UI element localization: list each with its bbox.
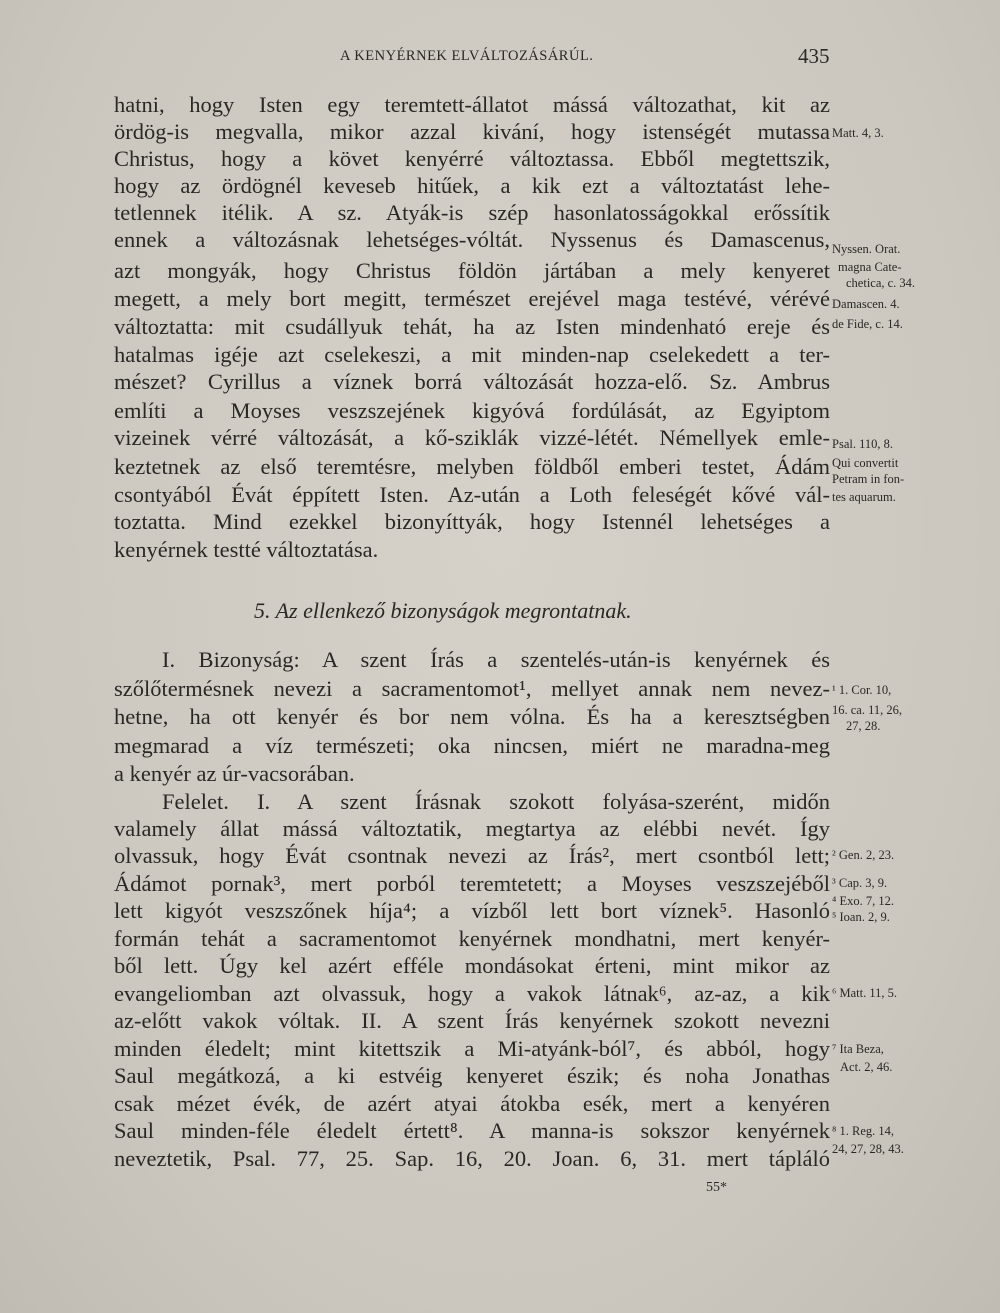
body-line: Felelet. I. A szent Írásnak szokott folyása-szerént, midőn [162, 789, 830, 814]
margin-note: ³ Cap. 3, 9. [832, 876, 888, 890]
page-number: 435 [798, 44, 830, 68]
body-line: a kenyér az úr-vacsorában. [114, 761, 355, 786]
margin-note: 24, 27, 28, 43. [832, 1142, 904, 1156]
running-title: A KENYÉRNEK ELVÁLTOZÁSÁRÚL. [340, 48, 594, 64]
body-line: az-előtt vakok vóltak. II. A szent Írás kenyérnek szokott nevezni [114, 1008, 830, 1033]
body-line: kenyérnek testté változtatása. [114, 537, 379, 562]
body-line: említi a Moyses veszszejének kigyóvá fordúlását, az Egyiptom [114, 398, 830, 423]
body-line: olvassuk, hogy Évát csontnak nevezi az Írás², mert csontból lett; [114, 843, 830, 868]
margin-note: 27, 28. [846, 719, 881, 733]
margin-note: Petram in fon- [832, 472, 905, 486]
body-line: minden éledelt; mint kitettszik a Mi-atyánk-ból⁷, és abból, hogy [114, 1036, 830, 1061]
body-line: formán tehát a sacramentomot kenyérnek mondhatni, mert kenyér- [114, 926, 830, 951]
margin-note: Matt. 4, 3. [832, 126, 884, 140]
body-line: Christus, hogy a követ kenyérré változtassa. Ebből megtettszik, [114, 146, 830, 171]
margin-note: ⁵ Ioan. 2, 9. [832, 910, 890, 924]
section-heading: 5. Az ellenkező bizonyságok megrontatnak. [254, 598, 632, 623]
margin-note: ¹ 1. Cor. 10, [832, 683, 892, 697]
body-line: megmarad a víz természeti; oka nincsen, miért ne maradna-meg [114, 733, 830, 758]
margin-note: 16. ca. 11, 26, [832, 703, 903, 717]
margin-note: ⁸ 1. Reg. 14, [832, 1124, 894, 1138]
margin-note: ⁷ Ita Beza, [832, 1042, 884, 1056]
page-header [0, 44, 1000, 72]
margin-note: Damascen. 4. [832, 297, 900, 311]
body-line: lett kigyót veszszőnek híja⁴; a vízből lett bort víznek⁵. Hasonló [114, 898, 830, 923]
margin-note: ² Gen. 2, 23. [832, 848, 895, 862]
margin-note: Psal. 110, 8. [832, 437, 893, 451]
body-line: neveztetik, Psal. 77, 25. Sap. 16, 20. Joan. 6, 31. mert tápláló [114, 1146, 830, 1171]
body-line: hatalmas igéje azt cselekeszi, a mit minden-nap cselekedett a ter- [114, 342, 830, 367]
margin-note: magna Cate- [838, 260, 902, 274]
body-line: megett, a mely bort megitt, természet erejével maga testévé, vérévé [114, 286, 830, 311]
margin-note: Act. 2, 46. [840, 1060, 893, 1074]
body-line: csontyából Évát éppített Isten. Az-után a Loth feleségét kővé vál- [114, 482, 830, 507]
signature-mark: 55* [706, 1180, 727, 1195]
body-line: azt mongyák, hogy Christus földön jártában a mely kenyeret [114, 258, 830, 283]
margin-note: tes aquarum. [832, 490, 896, 504]
body-line: változtatta: mit csudállyuk tehát, ha az Isten mindenható ereje és [114, 314, 830, 339]
margin-note: ⁶ Matt. 11, 5. [832, 986, 898, 1000]
body-line: I. Bizonyság: A szent Írás a szentelés-után-is kenyérnek és [162, 647, 830, 672]
margin-note: chetica, c. 34. [846, 276, 916, 290]
body-line: hatni, hogy Isten egy teremtett-állatot mássá változathat, kit az [114, 92, 830, 117]
body-line: hetne, ha ott kenyér és bor nem vólna. És ha a keresztségben [114, 704, 830, 729]
body-line: ördög-is megvalla, mikor azzal kivání, hogy istenségét mutassa [114, 119, 830, 144]
body-line: toztatta. Mind ezekkel bizonyíttyák, hogy Istennél lehetséges a [114, 509, 830, 534]
body-line: ből lett. Úgy kel azért efféle mondásokat érteni, mint mikor az [114, 953, 830, 978]
body-line: Saul minden-féle éledelt értett⁸. A manna-is sokszor kenyérnek [114, 1118, 830, 1143]
margin-note: Nyssen. Orat. [832, 242, 901, 256]
margin-note: Qui convertit [832, 456, 899, 470]
body-line: szőlőtermésnek nevezi a sacramentomot¹, mellyet annak nem nevez- [114, 676, 830, 701]
body-line: Saul megátkozá, a ki estvéig kenyeret észik; és noha Jonathas [114, 1063, 830, 1088]
body-line: vizeinek vérré változását, a kő-sziklák vizzé-létét. Némellyek emle- [114, 425, 830, 450]
body-line: csak mézet évék, de azért atyai átokba esék, mert a kenyéren [114, 1091, 830, 1116]
body-line: Ádámot pornak³, mert porból teremtetett; a Moyses veszszejéből [114, 871, 830, 896]
margin-note: ⁴ Exo. 7, 12. [832, 894, 894, 908]
body-line: keztetnek az első teremtésre, melyben földből emberi testet, Ádám [114, 454, 830, 479]
body-line: mészet? Cyrillus a víznek borrá változását hozza-elő. Sz. Ambrus [114, 369, 830, 394]
body-line: tetlennek itélik. A sz. Atyák-is szép hasonlatosságokkal erőssítik [114, 200, 830, 225]
body-line: ennek a változásnak lehetséges-vóltát. Nyssenus és Damascenus, [114, 227, 830, 252]
body-line: evangeliomban azt olvassuk, hogy a vakok látnak⁶, az-az, a kik [114, 981, 830, 1006]
margin-note: de Fide, c. 14. [832, 317, 903, 331]
body-line: valamely állat mássá változtatik, megtartya az elébbi nevét. Így [114, 816, 830, 841]
body-line: hogy az ördögnél keveseb hitűek, a kik ezt a változtatást lehe- [114, 173, 830, 198]
